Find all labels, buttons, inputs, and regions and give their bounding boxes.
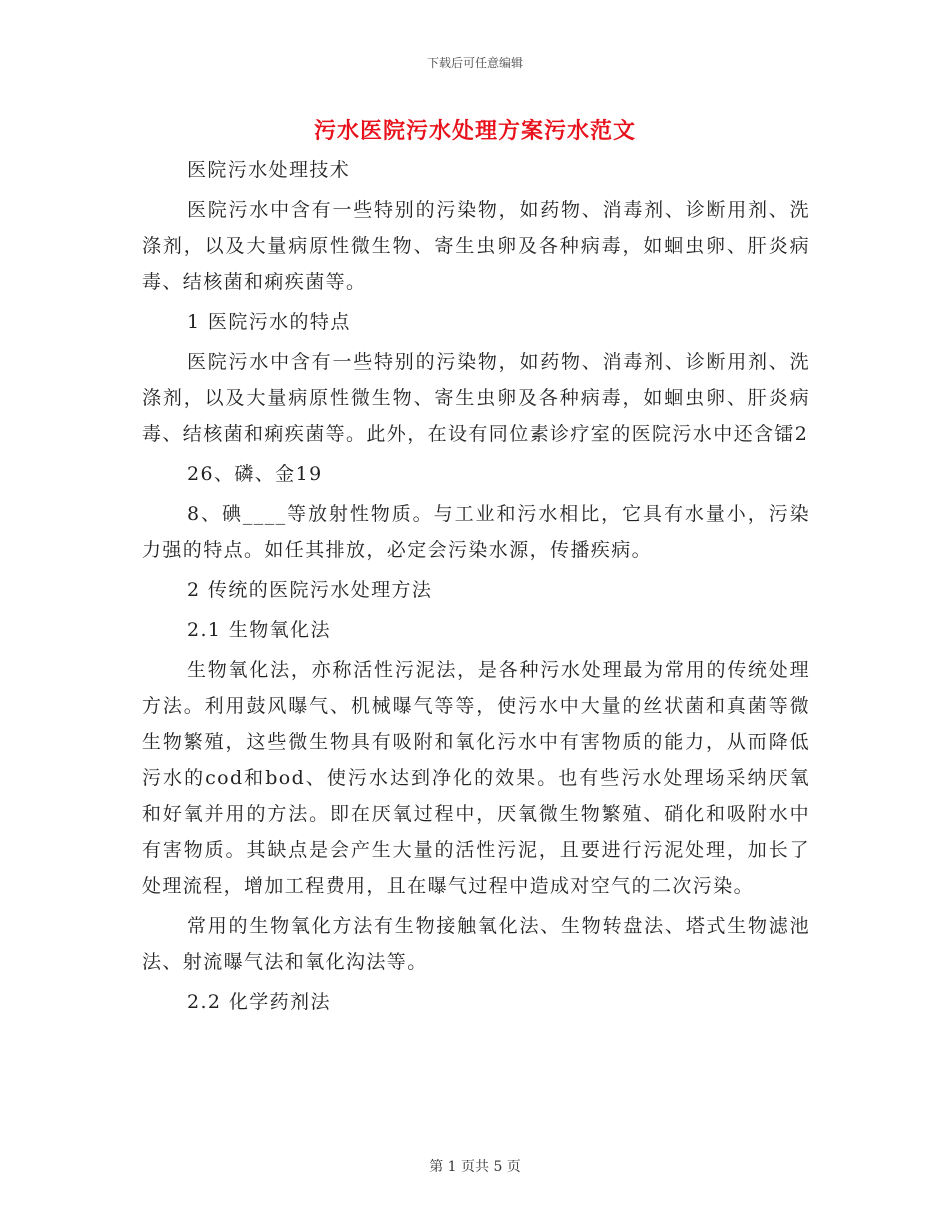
page-footer: 第 1 页共 5 页 — [429, 1159, 521, 1175]
section-heading: 1 医院污水的特点 — [187, 311, 351, 333]
subsection-heading: 2.1 生物氧化法 — [187, 619, 331, 641]
section-heading: 2 传统的医院污水处理方法 — [187, 579, 433, 601]
paragraph: 常用的生物氧化方法有生物接触氧化法、生物转盘法、塔式生物滤池法、射流曝气法和氧化沟法等。 — [142, 915, 810, 973]
paragraph-subtitle: 医院污水处理技术 — [187, 159, 351, 181]
page-header-note: 下载后可任意编辑 — [426, 56, 523, 70]
paragraph: 生物氧化法，亦称活性污泥法，是各种污水处理最为常用的传统处理方法。利用鼓风曝气、机械曝气等等，使污水中大量的丝状菌和真菌等微生物繁殖，这些微生物具有吸附和氧化污水中有害物质的能力，从而降低污水的cod和bod、使污水达到净化的效果。也有些污水处理场采纳厌氧和好氧并用的方法。即在厌氧过程中，厌氧微生物繁殖、硝化和吸附水中有害物质。其缺点是会产生大量的活性污泥，且要进行污泥处理，加长了处理流程，增加工程费用，且在曝气过程中造成对空气的二次污染。 — [142, 659, 810, 897]
document-body — [142, 152, 810, 1024]
paragraph: 医院污水中含有一些特别的污染物，如药物、消毒剂、诊断用剂、洗涤剂，以及大量病原性微生物、寄生虫卵及各种病毒，如蛔虫卵、肝炎病毒、结核菌和痢疾菌等。此外，在设有同位素诊疗室的医院污水中还含镭2 — [142, 351, 810, 445]
document-title: 污水医院污水处理方案污水范文 — [313, 118, 636, 144]
subsection-heading: 2.2 化学药剂法 — [187, 991, 331, 1013]
paragraph: 医院污水中含有一些特别的污染物，如药物、消毒剂、诊断用剂、洗涤剂，以及大量病原性微生物、寄生虫卵及各种病毒，如蛔虫卵、肝炎病毒、结核菌和痢疾菌等。 — [142, 199, 810, 293]
paragraph: 8、碘____等放射性物质。与工业和污水相比，它具有水量小，污染力强的特点。如任其排放，必定会污染水源，传播疾病。 — [142, 503, 810, 561]
paragraph: 26、磷、金19 — [187, 463, 323, 485]
